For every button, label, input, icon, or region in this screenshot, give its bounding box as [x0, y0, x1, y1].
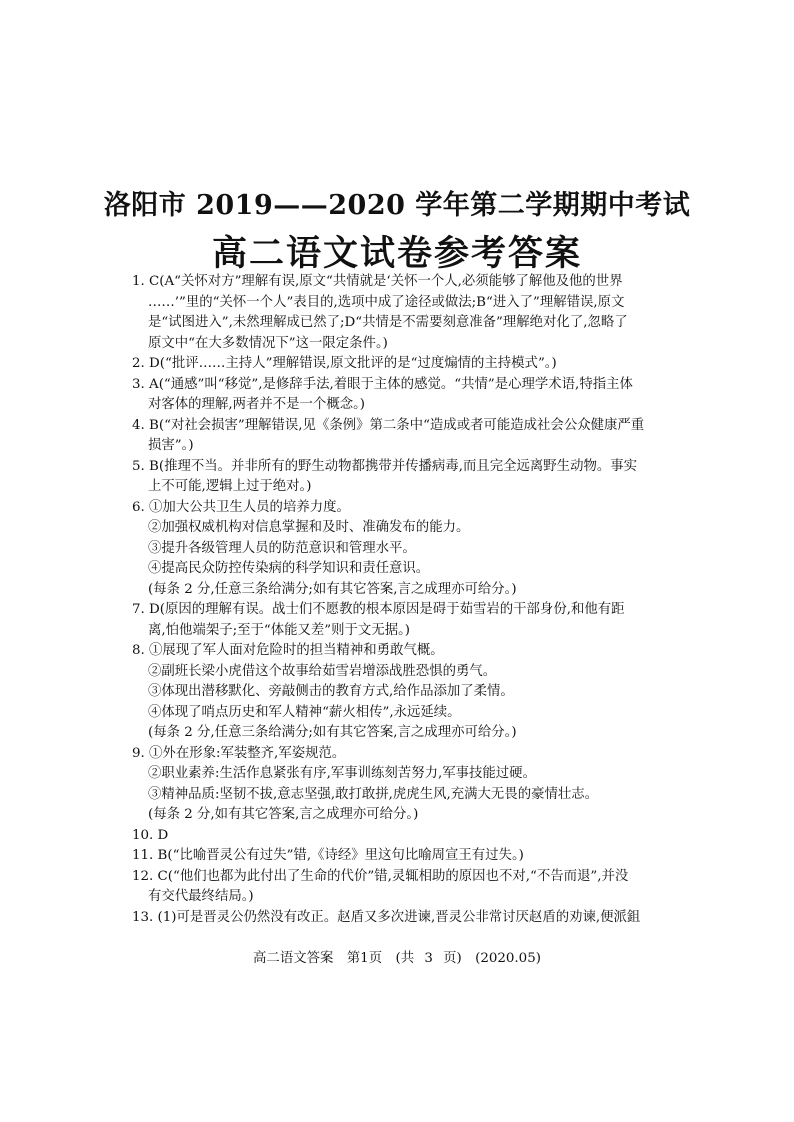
answer-item — [132, 744, 680, 826]
answer-line-first: 7. D(原因的理解有误。战士们不愿教的根本原因是碍于茹雪岩的干部身份,和他有距 — [132, 602, 625, 617]
answer-line: ③精神品质:坚韧不拔,意志坚强,敢打敢拼,虎虎生风,充满大无畏的豪情壮志。 — [148, 786, 599, 802]
answer-line-first: 3. A(“通感”叫“移觉”,是修辞手法,着眼于主体的感觉。“共情”是心理学术语,特指主体 — [132, 376, 633, 392]
answer-item — [132, 375, 680, 416]
answer-line: ……’”里的“关怀一个人”表目的,选项中成了途径或做法;B“进入了”理解错误,原文 — [148, 294, 625, 310]
answer-line: 离,怕他端架子;至于“体能又差”则于文无据。) — [148, 622, 411, 638]
answer-line-first: 12. C(“他们也都为此付出了生命的代价”错,灵辄相助的原因也不对,“不告而退”,并没 — [132, 868, 629, 884]
answer-line: 损害”。) — [148, 438, 194, 453]
answer-line-first: 10. D — [132, 827, 169, 843]
answer-line: 是“试图进入”,未然理解成已然了;D“共情是不需要刻意准备”理解绝对化了,忽略了 — [148, 315, 628, 330]
answer-item — [132, 826, 680, 847]
answer-item — [132, 908, 680, 929]
answer-line: ②职业素养:生活作息紧张有序,军事训练刻苦努力,军事技能过硬。 — [148, 766, 536, 781]
answer-list — [132, 272, 680, 928]
answer-line: ③提升各级管理人员的防范意识和管理水平。 — [148, 540, 416, 556]
answer-item — [132, 272, 680, 354]
answer-line: ④体现了哨点历史和军人精神“薪火相传”,永远延续。 — [148, 704, 461, 720]
answer-line-first: 4. B(“对社会损害”理解错误,见《条例》第二条中“造成或者可能造成社会公众健康严重 — [132, 417, 645, 433]
answer-line-first: 6. ①加大公共卫生人员的培养力度。 — [132, 499, 350, 515]
answer-line-first: 13. (1)可是晋灵公仍然没有改正。赵盾又多次进谏,晋灵公非常讨厌赵盾的劝谏,便派鉏 — [132, 909, 641, 925]
answer-item — [132, 600, 680, 641]
answer-item — [132, 457, 680, 498]
answer-line: 原文中“在大多数情况下”这一限定条件。) — [148, 335, 388, 351]
answer-line: ③体现出潜移默化、旁敲侧击的教育方式,给作品添加了柔情。 — [148, 684, 514, 699]
answer-line: ②副班长梁小虎借这个故事给茹雪岩增添战胜恐惧的勇气。 — [148, 663, 497, 679]
answer-line: 上不可能,逻辑上过于绝对。) — [148, 479, 312, 494]
answer-line-first: 2. D(“批评……主持人”理解错误,原文批评的是“过度煽情的主持模式”。) — [132, 356, 557, 371]
page-footer: 高二语文答案 第1页 (共 3 页) (2020.05) — [253, 951, 541, 966]
answer-key-title: 高二语文试卷参考答案 — [211, 233, 582, 274]
answer-line: (每条 2 分,任意三条给满分;如有其它答案,言之成理亦可给分。) — [148, 725, 517, 740]
answer-item — [132, 354, 680, 375]
answer-item — [132, 498, 680, 601]
exam-title: 洛阳市 2019——2020 学年第二学期期中考试 — [103, 190, 691, 221]
answer-item — [132, 641, 680, 744]
answer-line: ④提高民众防控传染病的科学知识和责任意识。 — [148, 561, 430, 576]
answer-item — [132, 416, 680, 457]
answer-line: 有交代最终结局。) — [148, 889, 254, 904]
answer-line-first: 11. B(“比喻晋灵公有过失”错,《诗经》里这句比喻周宣王有过失。) — [132, 848, 524, 863]
answer-line: 对客体的理解,两者并不是一个概念。) — [148, 397, 366, 412]
answer-line: (每条 2 分,如有其它答案,言之成理亦可给分。) — [148, 807, 419, 822]
answer-line-first: 5. B(推理不当。并非所有的野生动物都携带并传播病毒,而且完全远离野生动物。事实 — [132, 458, 638, 474]
answer-line-first: 8. ①展现了军人面对危险时的担当精神和勇敢气概。 — [132, 643, 444, 658]
answer-line-first: 9. ①外在形象:军装整齐,军姿规范。 — [132, 745, 346, 761]
answer-item — [132, 867, 680, 908]
answer-item — [132, 846, 680, 867]
answer-line-first: 1. C(A“关怀对方”理解有误,原文“共情就是‘关怀一个人,必须能够了解他及他的世界 — [132, 274, 623, 289]
answer-line: ②加强权威机构对信息掌握和及时、准确发布的能力。 — [148, 520, 470, 535]
answer-line: (每条 2 分,任意三条给满分;如有其它答案,言之成理亦可给分。) — [148, 581, 517, 597]
